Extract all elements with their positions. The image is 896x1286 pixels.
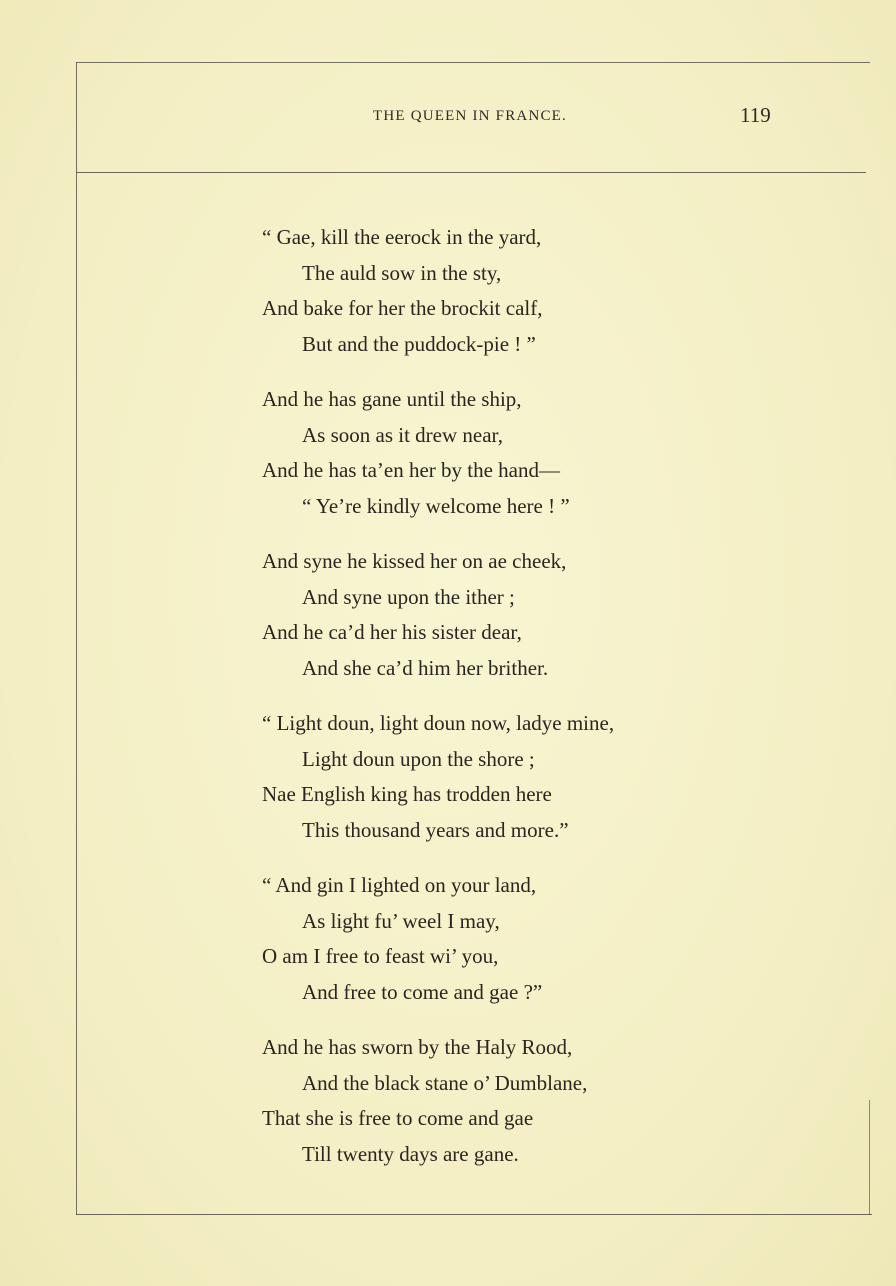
poem-line: “ Light doun, light doun now, ladye mine, [262,711,615,735]
poem-line: This thousand years and more.” [302,817,569,842]
poem-line: Light doun upon the shore ; [302,746,535,771]
poem-line: As light fu’ weel I may, [302,908,500,933]
poem-line: O am I free to feast wi’ you, [262,944,499,968]
stanza [262,706,782,848]
poem-body [262,220,782,1192]
stanza [262,382,782,524]
poem-line: As soon as it drew near, [302,422,503,447]
poem-line: And the black stane o’ Dumblane, [302,1070,588,1095]
poem-line: The auld sow in the sty, [302,260,502,285]
running-header-title: THE QUEEN IN FRANCE. [373,108,567,124]
stanza [262,544,782,686]
top-border-rule [76,62,870,63]
poem-line: And free to come and gae ?” [302,979,543,1004]
stanza [262,220,782,362]
page-number: 119 [740,103,771,127]
right-border-rule [869,1100,870,1215]
poem-line: And she ca’d him her brither. [302,655,549,680]
poem-line: And bake for her the brockit calf, [262,296,543,320]
poem-line: That she is free to come and gae [262,1106,534,1130]
stanza [262,1030,782,1172]
poem-line: Nae English king has trodden here [262,782,552,806]
poem-line: “ Gae, kill the eerock in the yard, [262,225,542,249]
poem-line: “ And gin I lighted on your land, [262,873,537,897]
poem-line: And he has ta’en her by the hand— [262,458,560,482]
poem-line: “ Ye’re kindly welcome here ! ” [302,493,570,518]
stanza [262,868,782,1010]
poem-line: And syne he kissed her on ae cheek, [262,549,567,573]
poem-line: But and the puddock-pie ! ” [302,331,536,356]
poem-line: And he has gane until the ship, [262,387,522,411]
poem-line: And he has sworn by the Haly Rood, [262,1035,573,1059]
poem-line: And syne upon the ither ; [302,584,515,609]
poem-line: And he ca’d her his sister dear, [262,620,522,644]
left-border-rule [76,62,77,1215]
bottom-border-rule [76,1214,872,1215]
poem-line: Till twenty days are gane. [302,1141,519,1166]
header-rule [76,172,866,173]
